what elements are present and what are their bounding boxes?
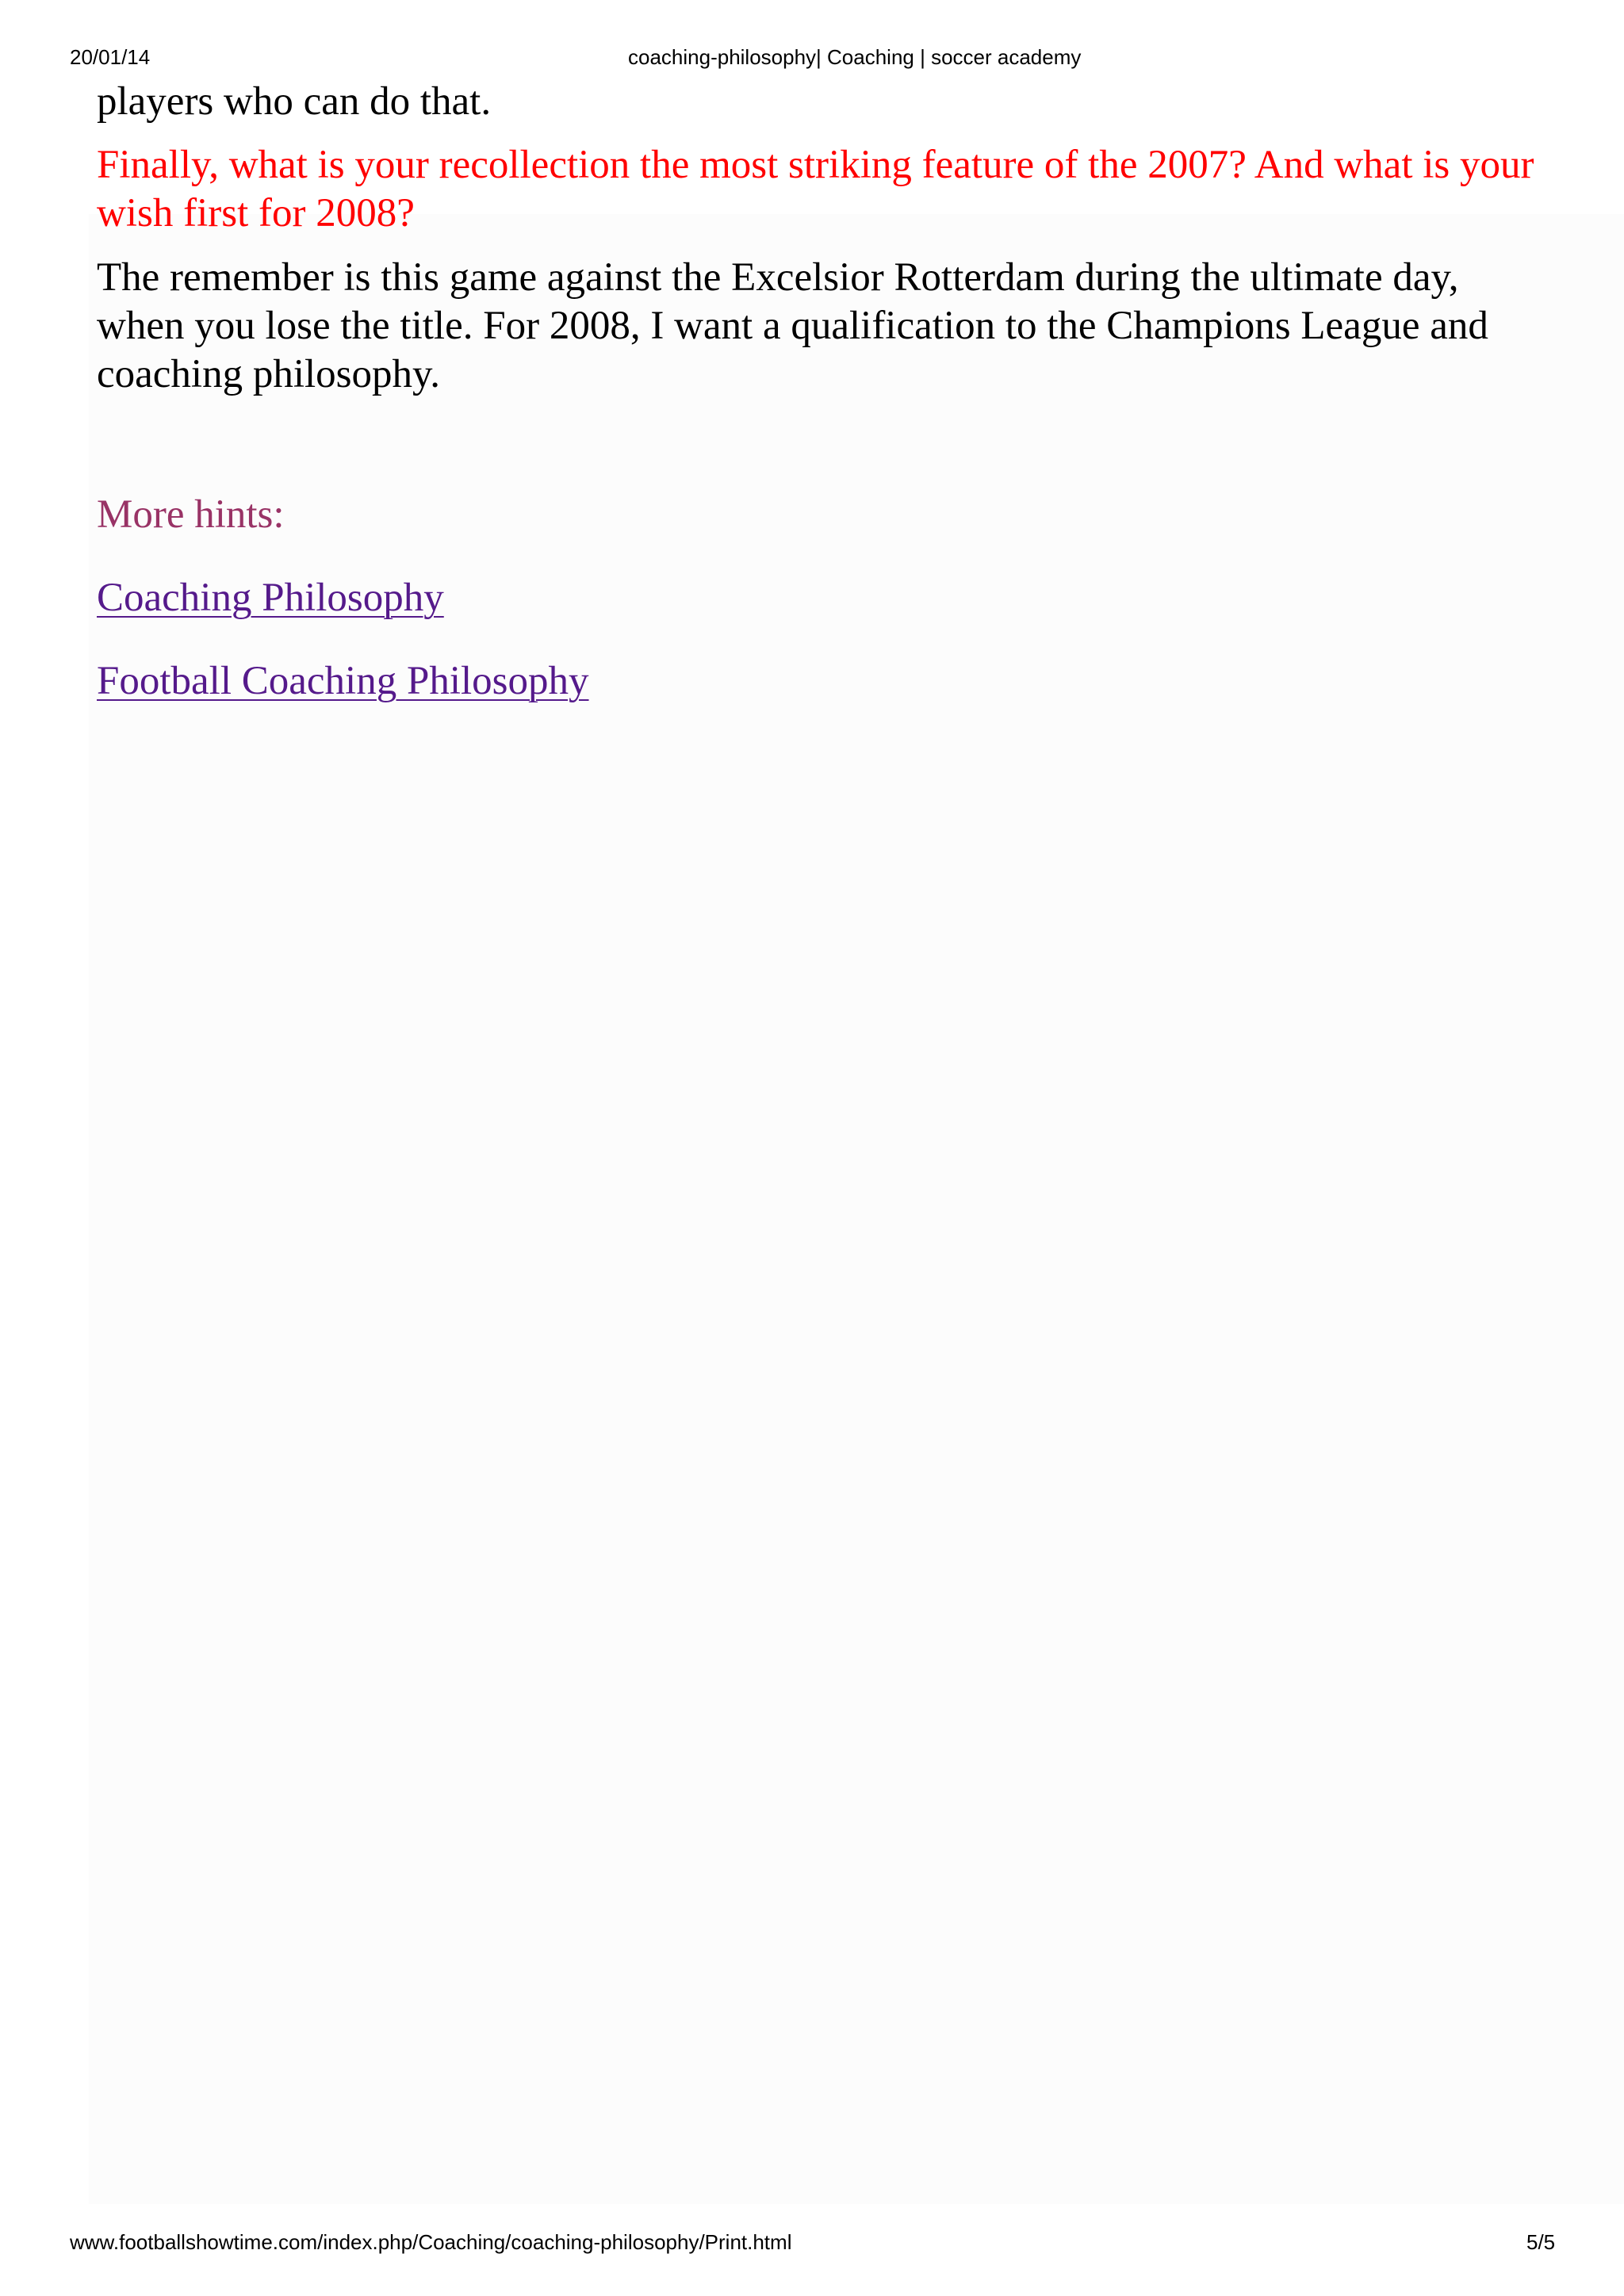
- print-date: 20/01/14: [70, 45, 151, 69]
- more-hints-heading: More hints:: [97, 492, 285, 537]
- football-coaching-philosophy-link[interactable]: Football Coaching Philosophy: [97, 659, 589, 703]
- lead-paragraph: players who can do that.: [97, 79, 492, 124]
- hint-link-row: [97, 574, 1548, 622]
- print-url: www.footballshowtime.com/index.php/Coaching/coaching-philosophy/Print.html: [70, 2230, 792, 2254]
- hint-link-row: [97, 657, 1548, 706]
- page-number: 5/5: [1526, 2230, 1556, 2254]
- interview-answer: The remember is this game against the Excelsior Rotterdam during the ultimate day, when you lose the title. For 2008, I want a qualification to the Champions League and coaching philosophy.: [97, 255, 1488, 396]
- article-body: [97, 78, 1548, 706]
- coaching-philosophy-link[interactable]: Coaching Philosophy: [97, 576, 444, 620]
- interview-question: Finally, what is your recollection the most striking feature of the 2007? And what is your wish first for 2008?: [97, 143, 1534, 235]
- print-page-title: coaching-philosophy| Coaching | soccer academy: [628, 45, 1082, 69]
